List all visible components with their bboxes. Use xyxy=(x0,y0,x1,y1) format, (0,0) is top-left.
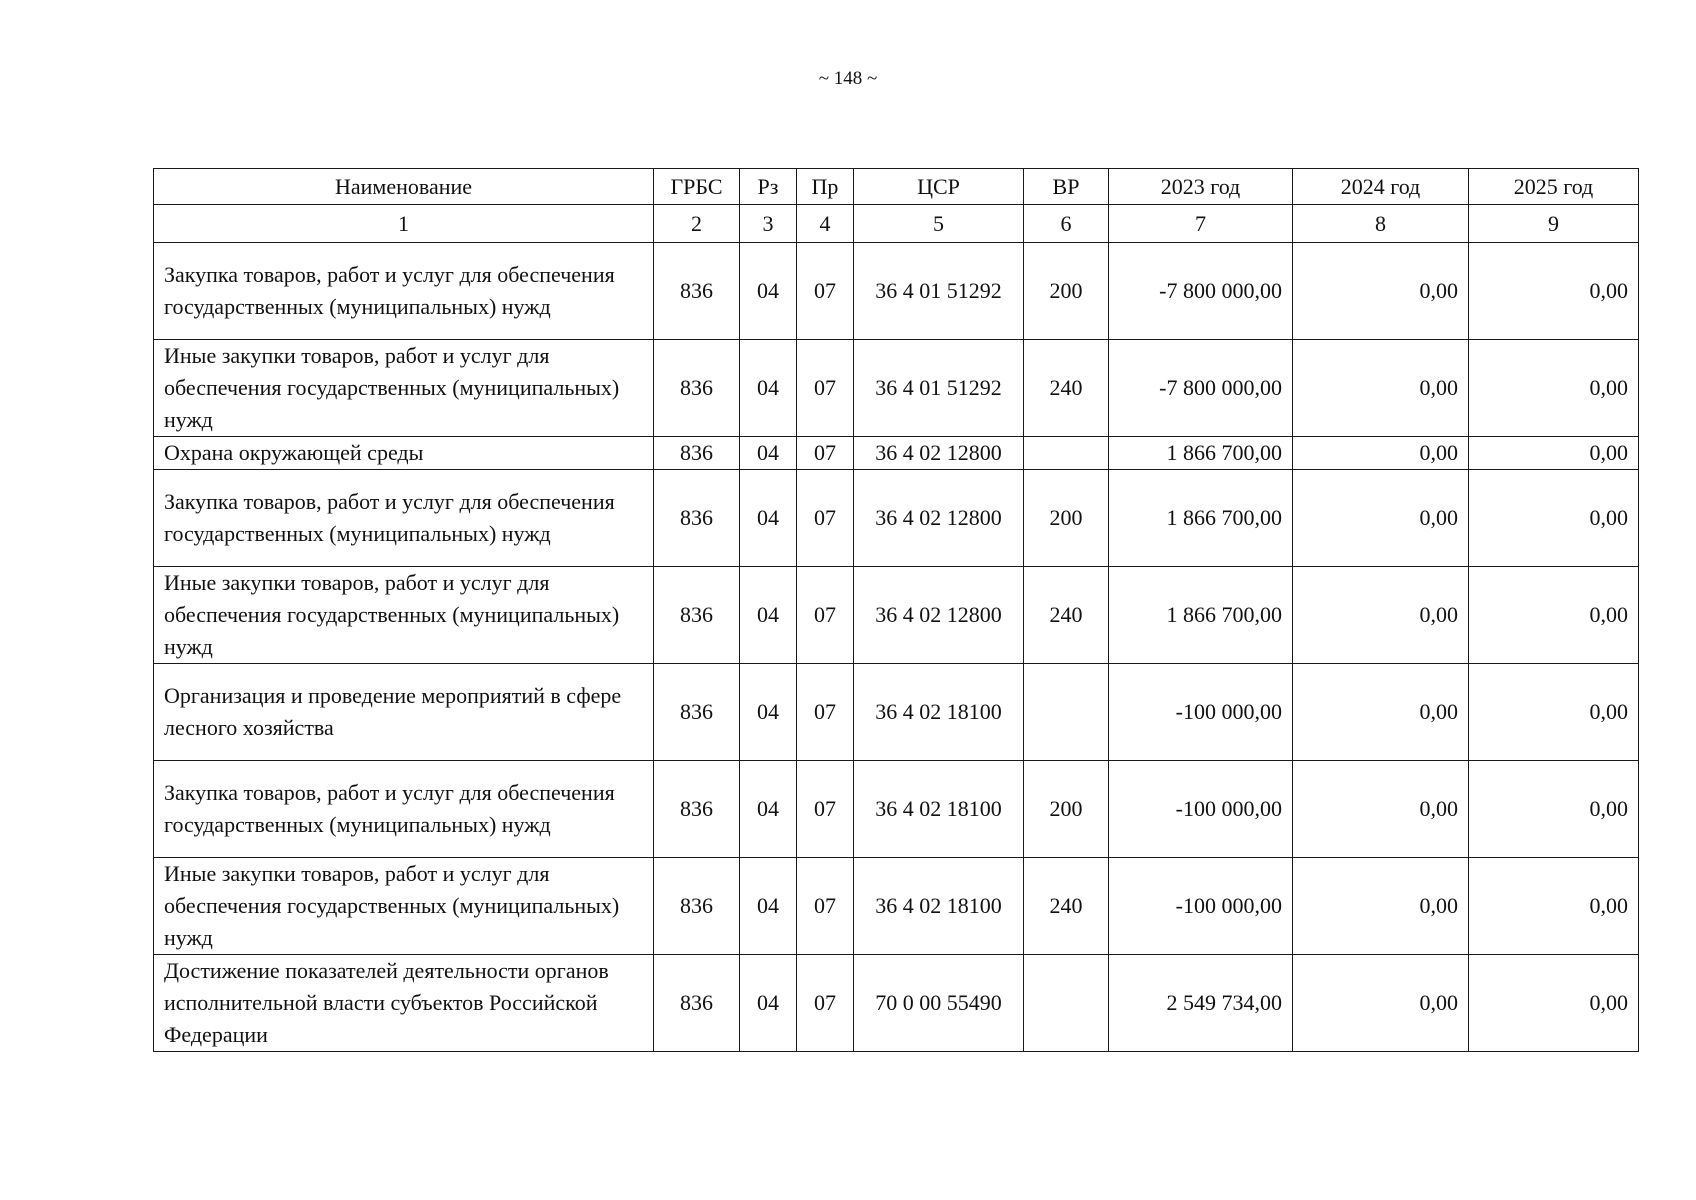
row-csr: 36 4 02 18100 xyxy=(854,761,1024,858)
row-pr: 07 xyxy=(797,664,854,761)
row-pr: 07 xyxy=(797,437,854,470)
row-csr: 36 4 01 51292 xyxy=(854,243,1024,340)
header-row xyxy=(154,169,1639,205)
column-number: 3 xyxy=(740,205,797,243)
row-csr: 36 4 02 12800 xyxy=(854,567,1024,664)
table-row xyxy=(154,664,1639,761)
row-2023: 2 549 734,00 xyxy=(1109,955,1293,1052)
row-name: Иные закупки товаров, работ и услуг для обеспечения государственных (муниципальных) нужд xyxy=(154,340,654,437)
row-name: Иные закупки товаров, работ и услуг для обеспечения государственных (муниципальных) нужд xyxy=(154,567,654,664)
column-number-row xyxy=(154,205,1639,243)
row-2025: 0,00 xyxy=(1469,955,1639,1052)
header-2025: 2025 год xyxy=(1469,169,1639,205)
row-2024: 0,00 xyxy=(1293,761,1469,858)
row-name: Закупка товаров, работ и услуг для обеспечения государственных (муниципальных) нужд xyxy=(154,470,654,567)
row-2024: 0,00 xyxy=(1293,470,1469,567)
row-vr: 240 xyxy=(1024,858,1109,955)
row-pr: 07 xyxy=(797,955,854,1052)
table-row xyxy=(154,340,1639,437)
column-number: 7 xyxy=(1109,205,1293,243)
row-csr: 36 4 02 18100 xyxy=(854,858,1024,955)
header-grbs: ГРБС xyxy=(654,169,740,205)
row-2024: 0,00 xyxy=(1293,243,1469,340)
row-vr: 200 xyxy=(1024,243,1109,340)
row-vr xyxy=(1024,664,1109,761)
table-row xyxy=(154,761,1639,858)
row-vr: 240 xyxy=(1024,567,1109,664)
row-vr xyxy=(1024,437,1109,470)
row-grbs: 836 xyxy=(654,761,740,858)
row-rz: 04 xyxy=(740,858,797,955)
row-grbs: 836 xyxy=(654,567,740,664)
row-pr: 07 xyxy=(797,567,854,664)
row-pr: 07 xyxy=(797,243,854,340)
row-2023: 1 866 700,00 xyxy=(1109,567,1293,664)
row-vr xyxy=(1024,955,1109,1052)
row-2023: -7 800 000,00 xyxy=(1109,340,1293,437)
row-2023: 1 866 700,00 xyxy=(1109,437,1293,470)
row-2025: 0,00 xyxy=(1469,858,1639,955)
column-number: 1 xyxy=(154,205,654,243)
row-2024: 0,00 xyxy=(1293,567,1469,664)
row-name: Охрана окружающей среды xyxy=(154,437,654,470)
row-rz: 04 xyxy=(740,567,797,664)
table-row xyxy=(154,955,1639,1052)
table-row xyxy=(154,858,1639,955)
header-2023: 2023 год xyxy=(1109,169,1293,205)
row-grbs: 836 xyxy=(654,437,740,470)
row-pr: 07 xyxy=(797,340,854,437)
row-csr: 70 0 00 55490 xyxy=(854,955,1024,1052)
row-2024: 0,00 xyxy=(1293,437,1469,470)
row-vr: 200 xyxy=(1024,470,1109,567)
row-rz: 04 xyxy=(740,664,797,761)
budget-table xyxy=(153,168,1639,1052)
header-pr: Пр xyxy=(797,169,854,205)
row-2025: 0,00 xyxy=(1469,243,1639,340)
row-2025: 0,00 xyxy=(1469,761,1639,858)
header-2024: 2024 год xyxy=(1293,169,1469,205)
row-2023: -100 000,00 xyxy=(1109,761,1293,858)
row-name: Организация и проведение мероприятий в сфере лесного хозяйства xyxy=(154,664,654,761)
column-number: 4 xyxy=(797,205,854,243)
row-2025: 0,00 xyxy=(1469,340,1639,437)
row-rz: 04 xyxy=(740,955,797,1052)
row-grbs: 836 xyxy=(654,470,740,567)
header-csr: ЦСР xyxy=(854,169,1024,205)
column-number: 9 xyxy=(1469,205,1639,243)
row-name: Иные закупки товаров, работ и услуг для обеспечения государственных (муниципальных) нужд xyxy=(154,858,654,955)
row-2023: -7 800 000,00 xyxy=(1109,243,1293,340)
row-name: Достижение показателей деятельности органов исполнительной власти субъектов Российской Федерации xyxy=(154,955,654,1052)
row-pr: 07 xyxy=(797,761,854,858)
row-csr: 36 4 02 18100 xyxy=(854,664,1024,761)
header-vr: ВР xyxy=(1024,169,1109,205)
row-grbs: 836 xyxy=(654,243,740,340)
row-2024: 0,00 xyxy=(1293,340,1469,437)
table-row xyxy=(154,243,1639,340)
row-2024: 0,00 xyxy=(1293,664,1469,761)
row-grbs: 836 xyxy=(654,955,740,1052)
row-rz: 04 xyxy=(740,340,797,437)
page-number: ~ 148 ~ xyxy=(818,68,878,89)
row-2025: 0,00 xyxy=(1469,664,1639,761)
column-number: 2 xyxy=(654,205,740,243)
row-2025: 0,00 xyxy=(1469,567,1639,664)
row-name: Закупка товаров, работ и услуг для обеспечения государственных (муниципальных) нужд xyxy=(154,761,654,858)
table-row xyxy=(154,567,1639,664)
row-2025: 0,00 xyxy=(1469,470,1639,567)
row-csr: 36 4 02 12800 xyxy=(854,470,1024,567)
row-2024: 0,00 xyxy=(1293,955,1469,1052)
header-name: Наименование xyxy=(154,169,654,205)
row-rz: 04 xyxy=(740,470,797,567)
row-2025: 0,00 xyxy=(1469,437,1639,470)
row-rz: 04 xyxy=(740,761,797,858)
header-rz: Рз xyxy=(740,169,797,205)
row-csr: 36 4 01 51292 xyxy=(854,340,1024,437)
row-name: Закупка товаров, работ и услуг для обеспечения государственных (муниципальных) нужд xyxy=(154,243,654,340)
row-csr: 36 4 02 12800 xyxy=(854,437,1024,470)
row-grbs: 836 xyxy=(654,340,740,437)
row-2023: -100 000,00 xyxy=(1109,664,1293,761)
row-2023: 1 866 700,00 xyxy=(1109,470,1293,567)
row-2024: 0,00 xyxy=(1293,858,1469,955)
row-vr: 240 xyxy=(1024,340,1109,437)
table-row xyxy=(154,470,1639,567)
column-number: 6 xyxy=(1024,205,1109,243)
row-pr: 07 xyxy=(797,470,854,567)
column-number: 5 xyxy=(854,205,1024,243)
row-grbs: 836 xyxy=(654,858,740,955)
row-pr: 07 xyxy=(797,858,854,955)
row-vr: 200 xyxy=(1024,761,1109,858)
table-row xyxy=(154,437,1639,470)
row-2023: -100 000,00 xyxy=(1109,858,1293,955)
row-rz: 04 xyxy=(740,243,797,340)
row-rz: 04 xyxy=(740,437,797,470)
column-number: 8 xyxy=(1293,205,1469,243)
row-grbs: 836 xyxy=(654,664,740,761)
